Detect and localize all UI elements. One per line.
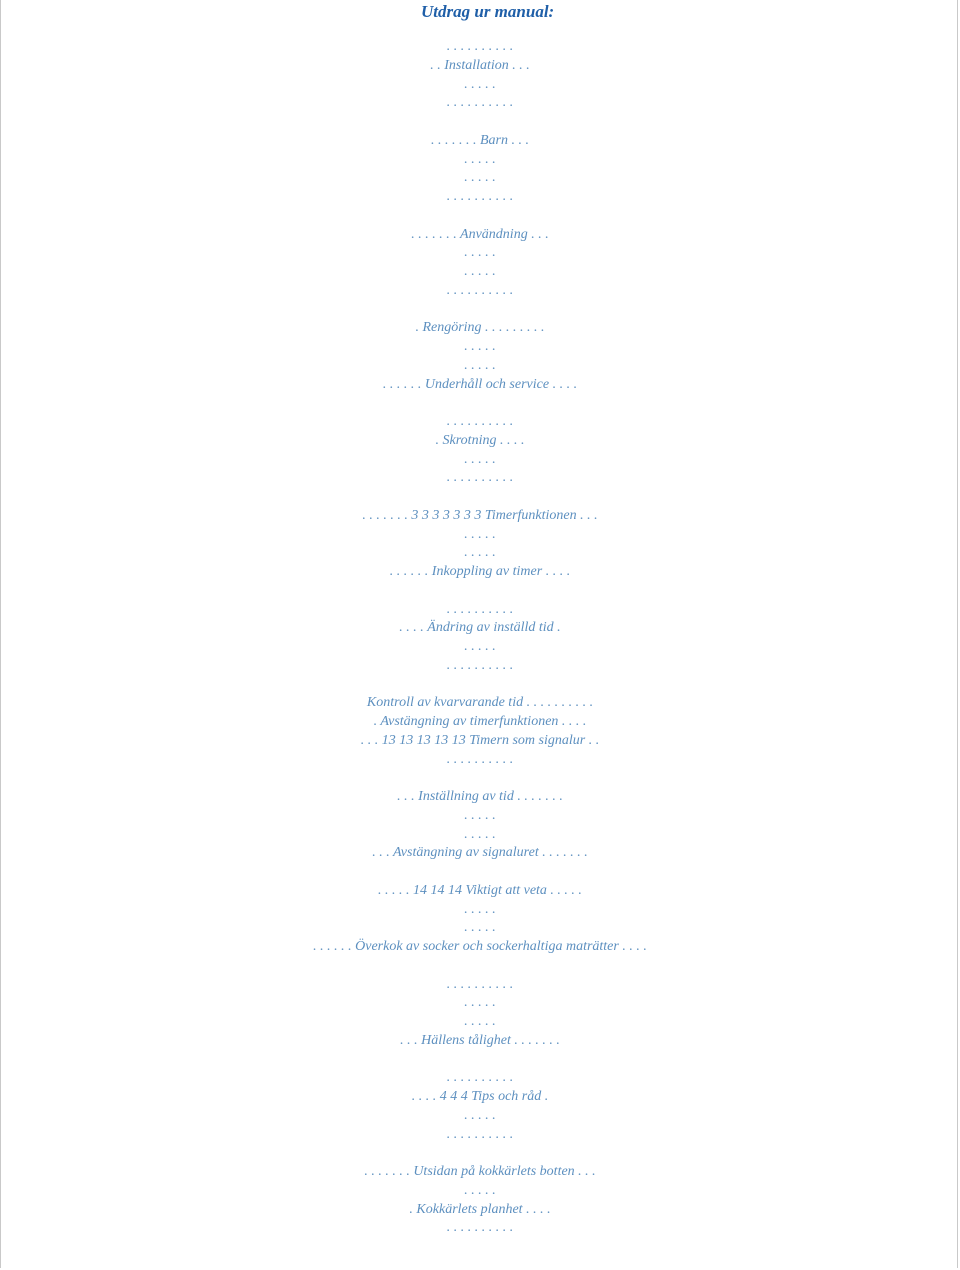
toc-line: . . . . .: [464, 526, 496, 542]
toc-line: . . . . .: [464, 920, 496, 936]
blank-line: [0, 113, 960, 132]
toc-line: . . . 13 13 13 13 13 Timern som signalur . .: [360, 732, 600, 748]
toc-line: . . . . . . . Användning . . .: [411, 226, 549, 242]
toc-line: . . . . . 14 14 14 Viktigt att veta . . . . .: [378, 882, 582, 898]
blank-line: [0, 769, 960, 788]
toc-line: . . . . . . . Barn . . .: [431, 132, 529, 148]
toc-line: . . . . .: [464, 901, 496, 917]
toc-line: . Kokkärlets planhet . . . .: [409, 1201, 551, 1217]
blank-line: [0, 1051, 960, 1070]
toc-line: . . . . . . . . . .: [446, 39, 514, 54]
toc-line: . . . Inställning av tid . . . . . . .: [397, 789, 563, 804]
toc-line: . . . . .: [464, 545, 496, 561]
toc-line: . . . . .: [464, 451, 496, 467]
toc-line: . . . . .: [464, 339, 496, 354]
toc-line: . . . . .: [464, 826, 496, 842]
blank-line: [0, 863, 960, 882]
toc-line: . . . . . . Underhåll och service . . . .: [382, 376, 578, 392]
toc-line: . . . . . . . . . .: [446, 976, 514, 992]
blank-line: [0, 394, 960, 413]
toc-line: . . . . .: [464, 264, 496, 279]
toc-line: . Skrotning . . . .: [435, 432, 525, 448]
toc-line: Kontroll av kvarvarande tid . . . . . . . . . .: [366, 695, 594, 711]
toc-line: . . . Avstängning av signaluret . . . . . . .: [372, 845, 588, 861]
toc-line: . . . . . . . . . .: [446, 1126, 514, 1142]
blank-line: [0, 488, 960, 507]
toc-line: . . . . . . . . . .: [446, 282, 514, 298]
toc-line: . . . Hällens tålighet . . . . . . .: [400, 1032, 560, 1048]
toc-line: . . . . .: [464, 639, 496, 654]
toc-line: . . . . . . . . . .: [446, 95, 514, 111]
toc-line: . . . . .: [464, 1014, 496, 1029]
blank-line: [0, 957, 960, 976]
toc-line: . . . . Ändring av inställd tid .: [399, 620, 561, 636]
toc-line: . . . . .: [464, 245, 496, 261]
toc-line: . . . . .: [464, 357, 496, 373]
toc-line: . . . . .: [464, 807, 496, 823]
document-title: Utdrag ur manual:: [421, 2, 555, 21]
blank-line: [0, 207, 960, 226]
blank-line: [0, 582, 960, 601]
toc-line: . . . . . . . 3 3 3 3 3 3 3 Timerfunktionen . . .: [362, 507, 598, 523]
toc-line: . . . . . . . . . .: [446, 601, 514, 617]
toc-line: . . . . .: [464, 995, 496, 1011]
toc-line: . . . . .: [464, 1107, 496, 1123]
toc-line: . . . . 4 4 4 Tips och råd .: [411, 1089, 549, 1104]
toc-line: . . . . . . . . . .: [446, 1070, 514, 1086]
toc-line: . . Installation . . .: [430, 57, 530, 73]
toc-line: . . . . . . . Utsidan på kokkärlets botten . . .: [364, 1164, 596, 1179]
toc-line: . . . . . . . . . .: [446, 189, 514, 204]
blank-line: [0, 1144, 960, 1163]
toc-line: . . . . . . . . . .: [446, 751, 514, 767]
toc-line: . . . . .: [464, 76, 496, 92]
toc-line: . . . . . . Överkok av socker och sockerhaltiga maträtter . . . .: [313, 939, 647, 954]
toc-line: . . . . . . Inkoppling av timer . . . .: [389, 564, 571, 579]
toc-line: . Avstängning av timerfunktionen . . . .: [373, 714, 587, 729]
toc-line: . . . . .: [464, 151, 496, 167]
toc-line: . . . . . . . . . .: [446, 1220, 514, 1236]
toc-line: . . . . .: [464, 1182, 496, 1198]
table-of-contents: [0, 38, 960, 1238]
toc-line: . . . . .: [464, 170, 496, 186]
toc-line: . . . . . . . . . .: [446, 470, 514, 486]
blank-line: [0, 301, 960, 320]
blank-line: [0, 676, 960, 695]
toc-line: . Rengöring . . . . . . . . .: [415, 320, 545, 336]
toc-line: . . . . . . . . . .: [446, 414, 514, 429]
toc-line: . . . . . . . . . .: [446, 657, 514, 673]
